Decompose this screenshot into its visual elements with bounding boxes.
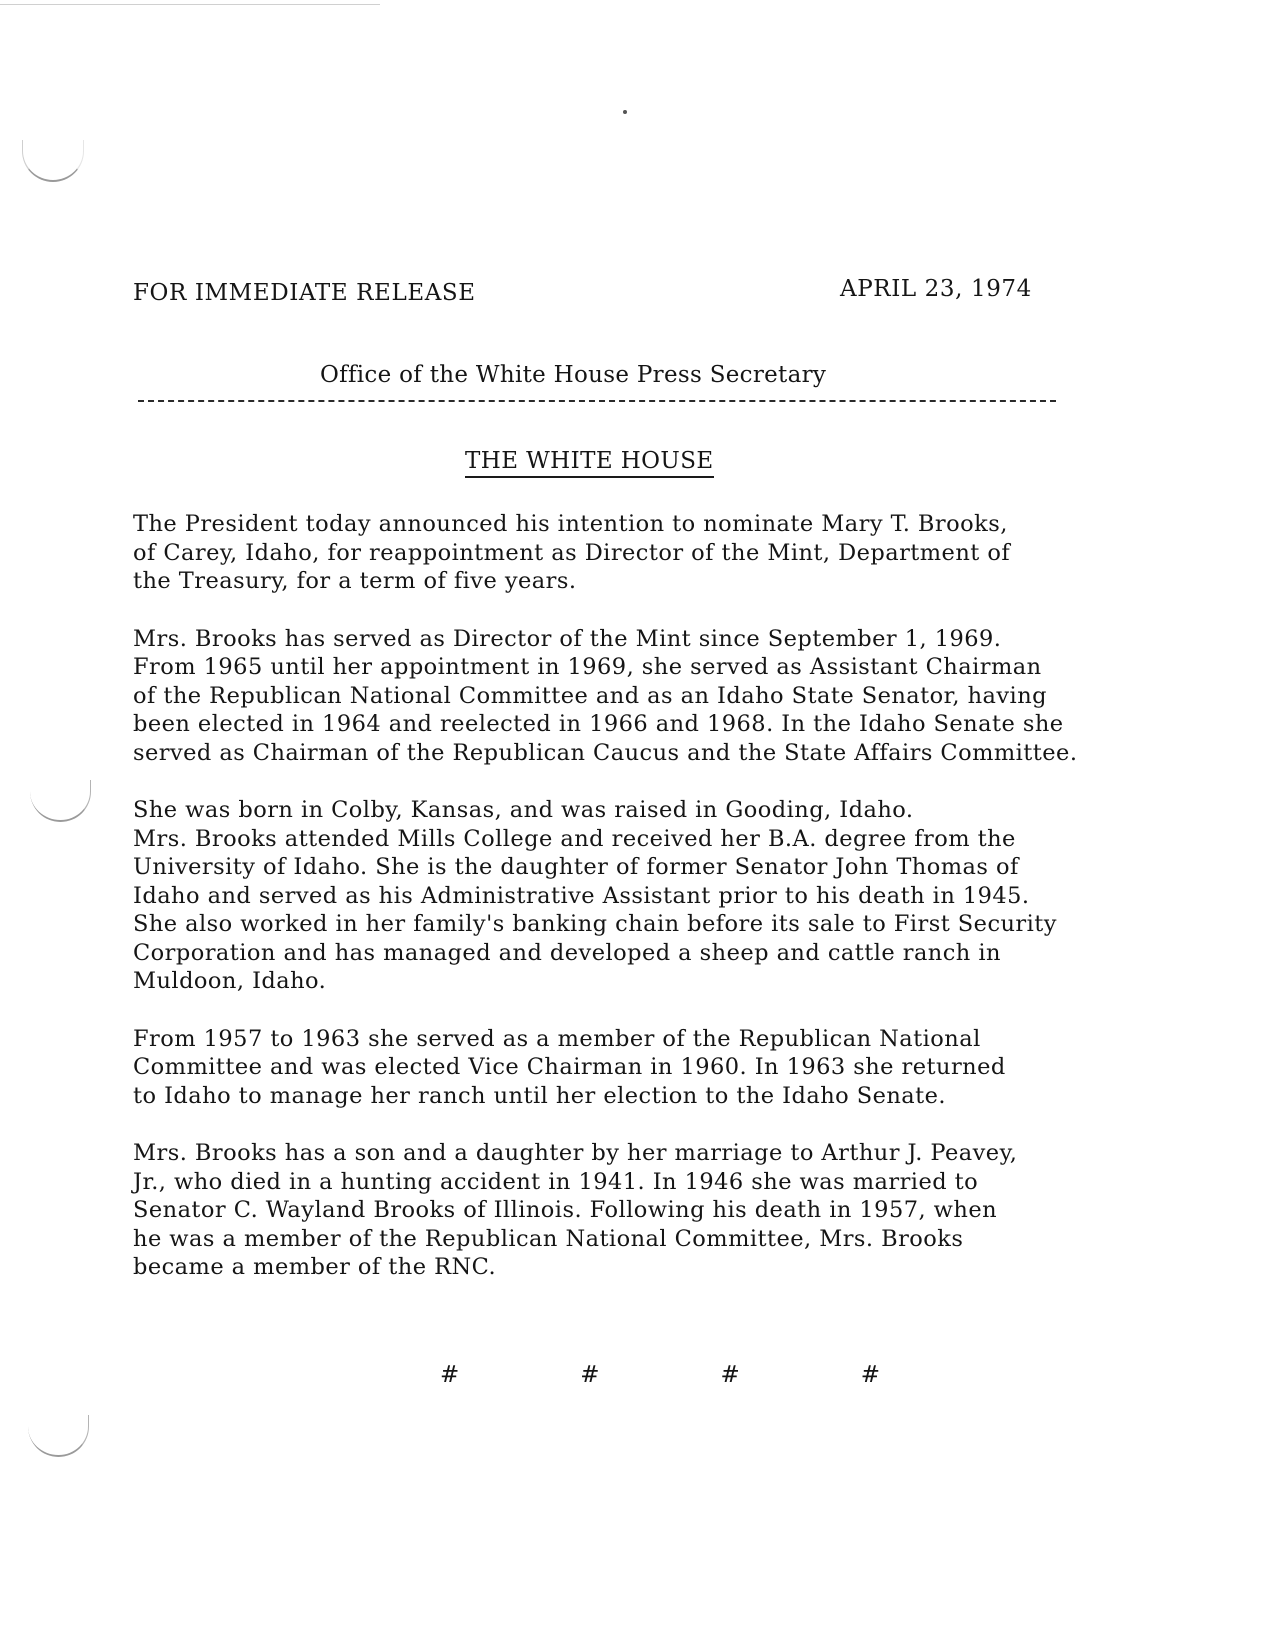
release-notice: FOR IMMEDIATE RELEASE — [133, 280, 476, 306]
document-body — [133, 510, 1143, 1311]
paragraph — [133, 796, 1143, 996]
text-line: he was a member of the Republican National Committee, Mrs. Brooks — [133, 1225, 964, 1252]
text-line: Committee and was elected Vice Chairman in 1960. In 1963 she returned — [133, 1054, 1006, 1080]
scan-edge-line — [0, 4, 380, 5]
end-mark: # — [440, 1362, 460, 1388]
paragraph — [133, 625, 1143, 768]
paragraph — [133, 1139, 1143, 1282]
text-line: served as Chairman of the Republican Caucus and the State Affairs Committee. — [133, 739, 1078, 766]
text-line: She also worked in her family's banking chain before its sale to First Security — [133, 911, 1057, 937]
scan-speck — [623, 110, 627, 114]
text-line: been elected in 1964 and reelected in 1966 and 1968. In the Idaho Senate she — [133, 711, 1064, 737]
paragraph — [133, 1025, 1143, 1111]
text-line: From 1957 to 1963 she served as a member of the Republican National — [133, 1025, 981, 1052]
text-line: She was born in Colby, Kansas, and was raised in Gooding, Idaho. — [133, 797, 914, 823]
text-line: Idaho and served as his Administrative Assistant prior to his death in 1945. — [133, 882, 1030, 909]
binder-hole-shadow — [22, 140, 84, 182]
text-line: to Idaho to manage her ranch until her election to the Idaho Senate. — [133, 1082, 947, 1109]
end-mark: # — [720, 1362, 740, 1388]
text-line: Muldoon, Idaho. — [133, 968, 327, 994]
dashed-separator — [138, 400, 1056, 402]
office-line: Office of the White House Press Secretary — [320, 362, 827, 388]
end-marks — [440, 1362, 880, 1388]
text-line: Jr., who died in a hunting accident in 1941. In 1946 she was married to — [133, 1168, 979, 1195]
text-line: became a member of the RNC. — [133, 1254, 497, 1280]
binder-hole-shadow — [28, 1415, 89, 1457]
release-date: APRIL 23, 1974 — [840, 276, 1032, 302]
text-line: Senator C. Wayland Brooks of Illinois. Following his death in 1957, when — [133, 1197, 998, 1223]
text-line: Mrs. Brooks has a son and a daughter by her marriage to Arthur J. Peavey, — [133, 1140, 1018, 1166]
end-mark: # — [860, 1362, 880, 1388]
binder-hole-shadow — [30, 780, 91, 822]
text-line: of the Republican National Committee and as an Idaho State Senator, having — [133, 682, 1047, 709]
text-line: Mrs. Brooks attended Mills College and received her B.A. degree from the — [133, 825, 1016, 852]
text-line: The President today announced his intention to nominate Mary T. Brooks, — [133, 511, 1008, 537]
document-heading: THE WHITE HOUSE — [465, 448, 714, 478]
text-line: Corporation and has managed and developed a sheep and cattle ranch in — [133, 939, 1001, 966]
end-mark: # — [580, 1362, 600, 1388]
text-line: Mrs. Brooks has served as Director of the Mint since September 1, 1969. — [133, 625, 1002, 652]
paragraph — [133, 510, 1143, 596]
text-line: of Carey, Idaho, for reappointment as Director of the Mint, Department of — [133, 539, 1011, 566]
text-line: University of Idaho. She is the daughter of former Senator John Thomas of — [133, 854, 1019, 880]
text-line: the Treasury, for a term of five years. — [133, 568, 577, 594]
text-line: From 1965 until her appointment in 1969, she served as Assistant Chairman — [133, 654, 1042, 680]
